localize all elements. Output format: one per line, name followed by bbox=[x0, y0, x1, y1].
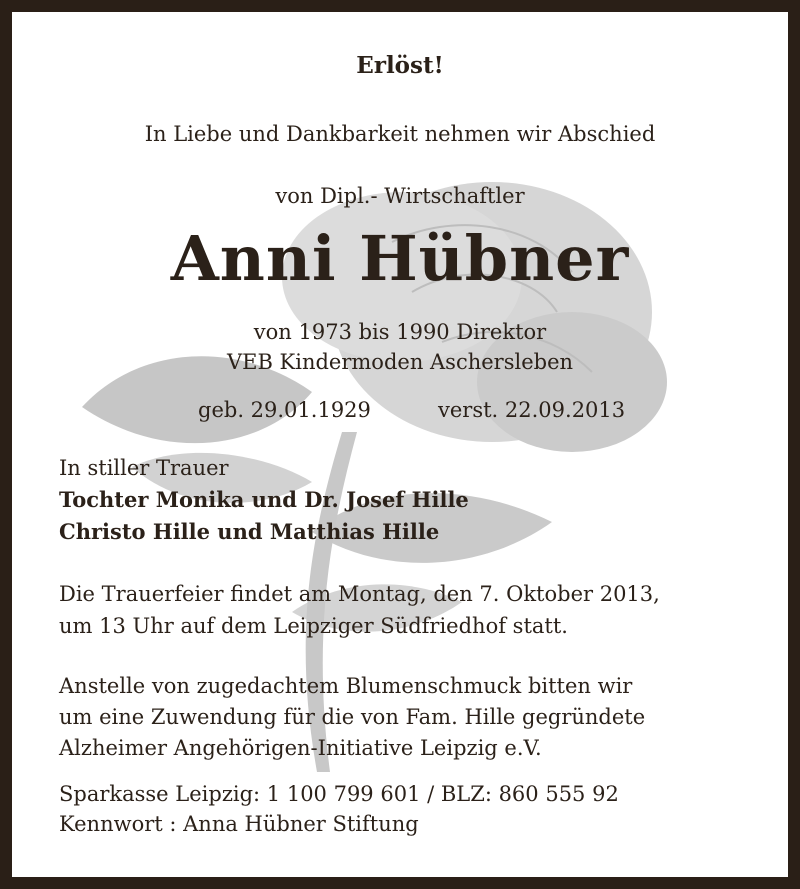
mourners-intro: In stiller Trauer bbox=[59, 456, 229, 480]
donation-line-1: Anstelle von zugedachtem Blumenschmuck bitten wir bbox=[59, 674, 633, 698]
mourners-line-2: Christo Hille und Matthias Hille bbox=[59, 519, 440, 544]
service-line-1: Die Trauerfeier findet am Montag, den 7. Oktober 2013, bbox=[59, 582, 660, 606]
birth-date: geb. 29.01.1929 bbox=[198, 398, 371, 422]
mourners-line-1: Tochter Monika und Dr. Josef Hille bbox=[59, 487, 469, 512]
donation-line-3: Alzheimer Angehörigen-Initiative Leipzig e.V. bbox=[59, 736, 542, 760]
service-line-2: um 13 Uhr auf dem Leipziger Südfriedhof statt. bbox=[59, 614, 568, 638]
intro-text: In Liebe und Dankbarkeit nehmen wir Abschied bbox=[144, 122, 656, 146]
donation-line-2: um eine Zuwendung für die von Fam. Hille gegründete bbox=[59, 705, 646, 729]
headline: Erlöst! bbox=[356, 52, 444, 79]
title-prefix: von Dipl.- Wirtschaftler bbox=[275, 184, 525, 208]
bank-details: Sparkasse Leipzig: 1 100 799 601 / BLZ: 860 555 92 bbox=[59, 782, 619, 806]
obituary-card bbox=[12, 12, 788, 877]
keyword-line: Kennwort : Anna Hübner Stiftung bbox=[59, 812, 419, 836]
death-date: verst. 22.09.2013 bbox=[438, 398, 626, 422]
career-line-1: von 1973 bis 1990 Direktor bbox=[253, 320, 547, 344]
career-line-2: VEB Kindermoden Aschersleben bbox=[226, 350, 574, 374]
deceased-name: Anni Hübner bbox=[170, 222, 630, 295]
